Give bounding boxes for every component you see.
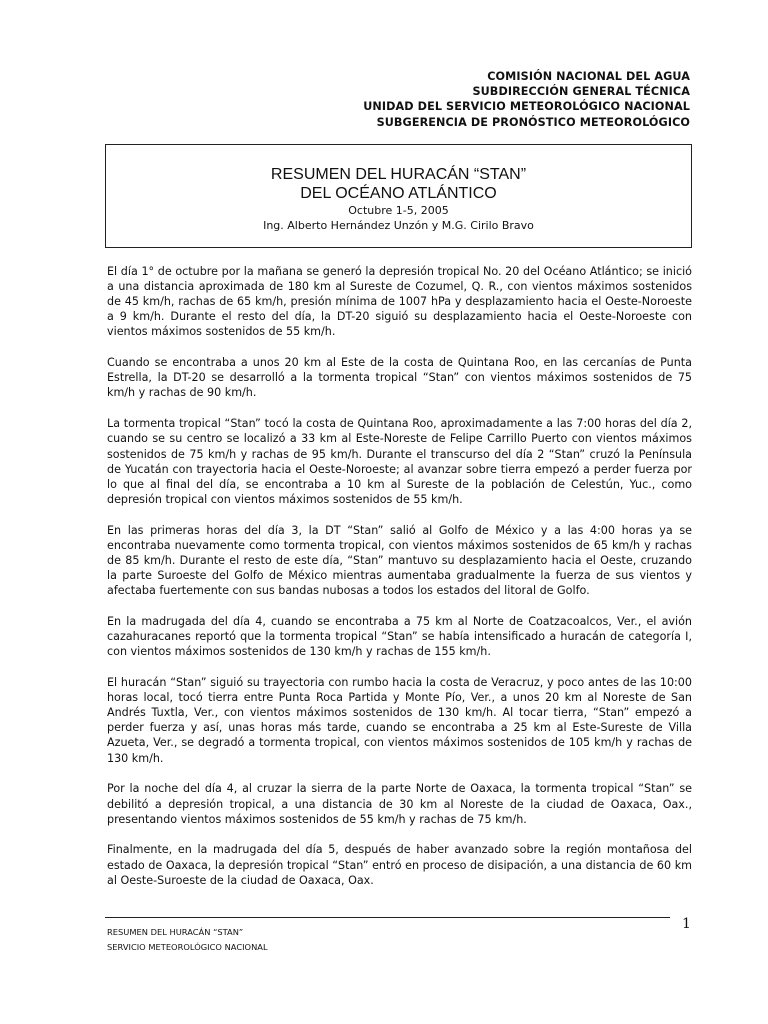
footer-line-2: SERVICIO METEOROLÓGICO NACIONAL [107, 942, 268, 952]
paragraph-4: En las primeras horas del día 3, la DT “Stan” salió al Golfo de México y a las 4:00 horas ya se encontraba nuevamente como tormenta tropical, con vientos máximos sostenidos de 65 km/h y rachas de 85 km/h. Durante el resto de este día, “Stan” mantuvo su desplazamiento hacia el Oeste, cruzando la parte Suroeste del Golfo de México mientras aumentaba gradualmente la fuerza de sus vientos y afectaba fuertemente con sus bandas nubosas a todos los estados del litoral de Golfo. [107, 523, 692, 598]
paragraph-7: Por la noche del día 4, al cruzar la sierra de la parte Norte de Oaxaca, la tormenta tropical “Stan” se debilitó a depresión tropical, a una distancia de 30 km al Noreste de la ciudad de Oaxaca, Oax., presentando vientos máximos sostenidos de 55 km/h y rachas de 75 km/h. [107, 782, 692, 826]
title-line-1: RESUMEN DEL HURACÁN “STAN” [270, 166, 527, 183]
paragraph-2: Cuando se encontraba a unos 20 km al Este de la costa de Quintana Roo, en las cercanías de Punta Estrella, la DT-20 se desarrolló a la tormenta tropical “Stan” con vientos máximos sostenidos de 75 km/h y rachas de 90 km/h. [107, 356, 692, 400]
paragraph-3: La tormenta tropical “Stan” tocó la costa de Quintana Roo, aproximadamente a las 7:00 horas del día 2, cuando se su centro se localizó a 33 km al Este-Noreste de Felipe Carrillo Puerto con vientos máximos sostenidos de 75 km/h y rachas de 95 km/h. Durante el transcurso del día 2 “Stan” cruzó la Península de Yucatán con trayectoria hacia el Oeste-Noroeste; al avanzar sobre tierra empezó a perder fuerza por lo que al final del día, se encontraba a 10 km al Sureste de la población de Celestún, Yuc., como depresión tropical con vientos máximos sostenidos de 55 km/h. [107, 417, 692, 506]
paragraph-5: En la madrugada del día 4, cuando se encontraba a 75 km al Norte de Coatzacoalcos, Ver., el avión cazahuracanes reportó que la tormenta tropical “Stan” se había intensificado a huracán de categoría I, con vientos máximos sostenidos de 130 km/h y rachas de 155 km/h. [107, 614, 692, 659]
paragraph-6: El huracán “Stan” siguió su trayectoria con rumbo hacia la costa de Veracruz, y poco antes de las 10:00 horas local, tocó tierra entre Punta Roca Partida y Monte Pío, Ver., a unos 20 km al Noreste de San Andrés Tuxtla, Ver., con vientos máximos sostenidos de 130 km/h. Al tocar tierra, “Stan” empezó a perder fuerza y así, unas horas más tarde, cuando se encontraba a 25 km al Este-Sureste de Villa Azueta, Ver., se degradó a tormenta tropical, con vientos máximos sostenidos de 105 km/h y rachas de 130 km/h. [107, 676, 692, 765]
document-title [106, 165, 691, 203]
org-line-unidad: UNIDAD DEL SERVICIO METEOROLÓGICO NACIONAL [363, 100, 690, 114]
page-number: 1 [682, 916, 691, 932]
paragraph-8: Finalmente, en la madrugada del día 5, después de haber avanzado sobre la región montañosa del estado de Oaxaca, la depresión tropical “Stan” entró en proceso de disipación, a una distancia de 60 km al Oeste-Suroeste de la ciudad de Oaxaca, Oax. [107, 843, 692, 887]
organization-header [363, 69, 690, 130]
org-line-conagua: COMISIÓN NACIONAL DEL AGUA [487, 70, 690, 83]
document-authors: Ing. Alberto Hernández Unzón y M.G. Cirilo Bravo [263, 218, 534, 232]
document-body [107, 264, 692, 904]
footer-divider [105, 917, 670, 918]
title-line-2: DEL OCÉANO ATLÁNTICO [300, 185, 497, 202]
footer [107, 925, 268, 955]
org-line-subgerencia: SUBGERENCIA DE PRONÓSTICO METEOROLÓGICO [376, 115, 690, 129]
org-line-subdireccion: SUBDIRECCIÓN GENERAL TÉCNICA [472, 85, 690, 99]
footer-line-1: RESUMEN DEL HURACÁN “STAN” [107, 927, 244, 937]
document-date: Octubre 1-5, 2005 [348, 204, 449, 217]
paragraph-1: El día 1° de octubre por la mañana se generó la depresión tropical No. 20 del Océano Atlántico; se inició a una distancia aproximada de 180 km al Sureste de Cozumel, Q. R., con vientos máximos sostenidos de 45 km/h, rachas de 65 km/h, presión mínima de 1007 hPa y desplazamiento hacia el Oeste-Noroeste a 9 km/h. Durante el resto del día, la DT-20 siguió su desplazamiento hacia el Oeste-Noroeste con vientos máximos sostenidos de 55 km/h. [107, 265, 692, 339]
title-details [106, 204, 691, 233]
title-box [105, 144, 692, 248]
